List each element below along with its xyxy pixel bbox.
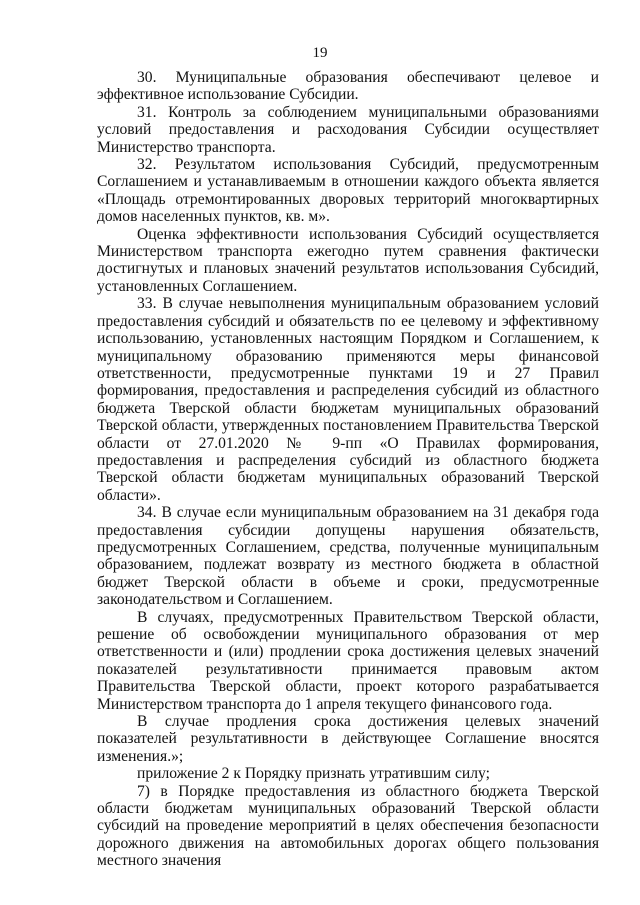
- paragraph-34: 34. В случае если муниципальным образованием на 31 декабря года предоставления субсидии допущены нарушения обязательств, предусмотренных Соглашением, средства, полученные муниципальным образованием, подлежат возврату из местного бюджета в областной бюджет Тверской области в объеме и сроки, предусмотренные законодательством и Соглашением.: [97, 504, 599, 609]
- paragraph-item-7: 7) в Порядке предоставления из областного бюджета Тверской области бюджетам муниципальных образований Тверской области субсидий на проведение мероприятий в целях обеспечения безопасности дорожного движения на автомобильных дорогах общего пользования местного значения: [97, 782, 599, 870]
- paragraph-32: 32. Результатом использования Субсидий, предусмотренным Соглашением и устанавливаемым в отношении каждого объекта является «Площадь отремонтированных дворовых территорий многоквартирных домов населенных пунктов, кв. м».: [97, 156, 599, 226]
- paragraph-34-cases: В случаях, предусмотренных Правительством Тверской области, решение об освобождении муниципального образования от мер ответственности и (или) продлении срока достижения целевых значений показателей результативности принимается правовым актом Правительства Тверской области, проект которого разрабатывается Министерством транспорта до 1 апреля текущего финансового года.: [97, 608, 599, 713]
- paragraph-31: 31. Контроль за соблюдением муниципальными образованиями условий предоставления и расходования Субсидии осуществляет Министерство транспорта.: [97, 103, 599, 156]
- paragraph-30: 30. Муниципальные образования обеспечивают целевое и эффективное использование Субсидии.: [97, 69, 599, 104]
- paragraph-32-evaluation: Оценка эффективности использования Субсидий осуществляется Министерством транспорта ежегодно путем сравнения фактически достигнутых и плановых значений результатов использования Субсидий, установленных Соглашением.: [97, 225, 599, 295]
- paragraph-33: 33. В случае невыполнения муниципальным образованием условий предоставления субсидий и обязательств по ее целевому и эффективному использованию, установленных настоящим Порядком и Соглашением, к муниципальному образованию применяются меры финансовой ответственности, предусмотренные пунктами 19 и 27 Правил формирования, предоставления и распределения субсидий из областного бюджета Тверской области бюджетам муниципальных образований Тверской области, утвержденных постановлением Правительства Тверской области от 27.01.2020 № 9-пп «О Правилах формирования, предоставления и распределения субсидий из областного бюджета Тверской области бюджетам муниципальных образований Тверской области».: [97, 295, 599, 504]
- paragraph-appendix-2: приложение 2 к Порядку признать утратившим силу;: [137, 765, 490, 783]
- page-number: 19: [312, 45, 328, 61]
- document-body: [97, 69, 599, 870]
- paragraph-34-extension: В случае продления срока достижения целевых значений показателей результативности в действующее Соглашение вносятся изменения.»;: [97, 713, 599, 765]
